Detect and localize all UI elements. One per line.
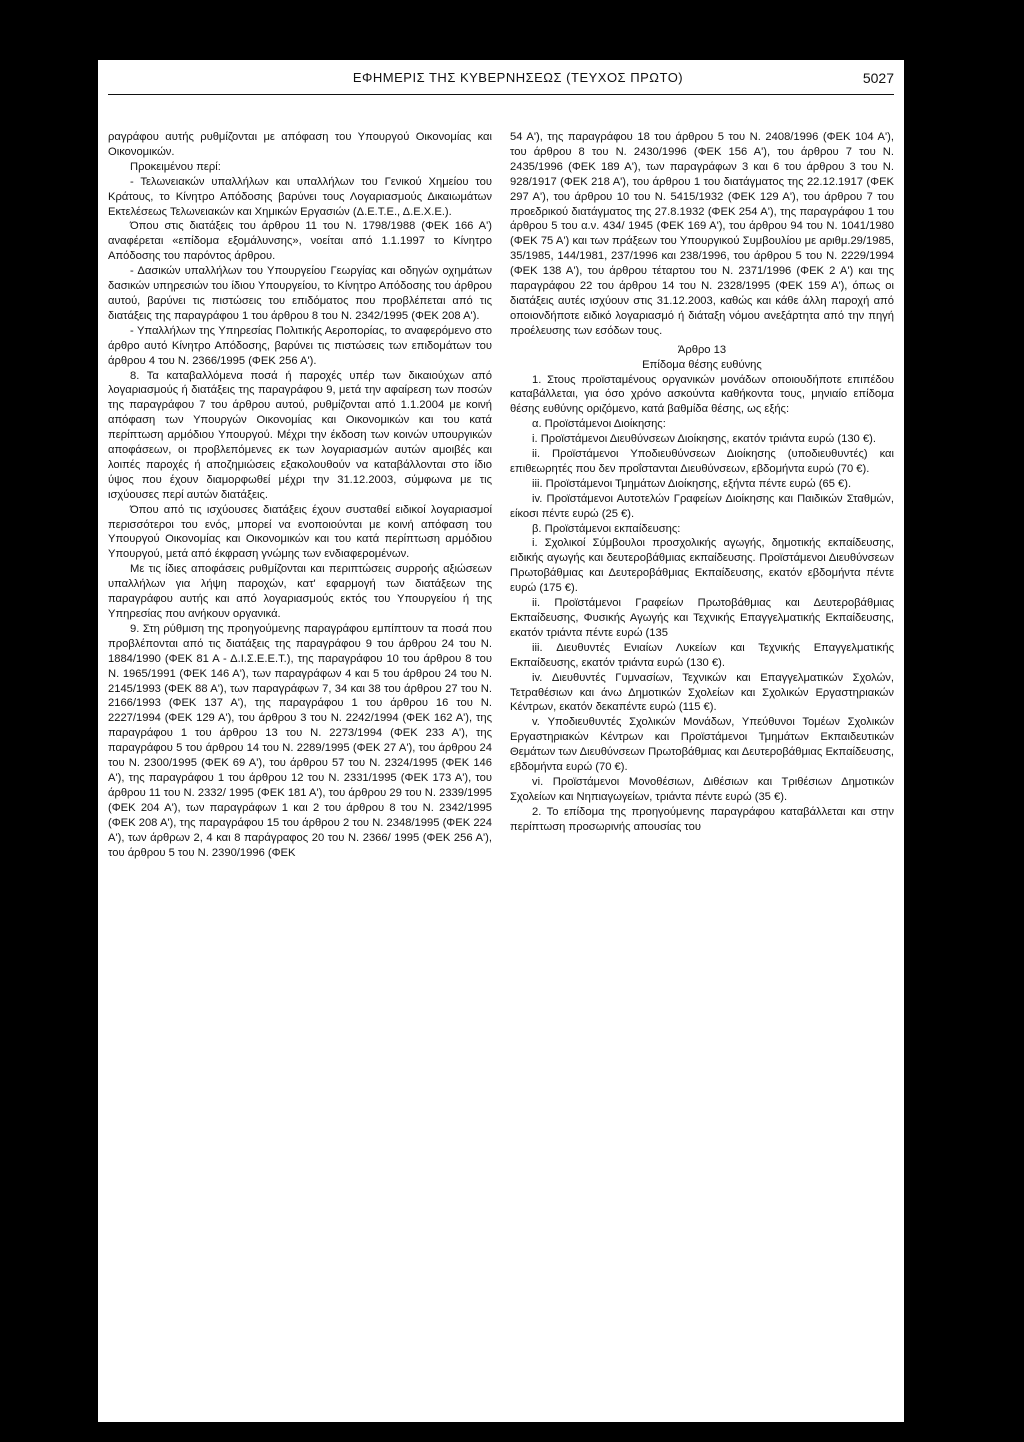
- article-item: α. Προϊστάμενοι Διοίκησης:: [532, 418, 666, 431]
- paragraph: Όπου στις διατάξεις του άρθρου 11 του Ν. 1798/1988 (ΦΕΚ 166 Α') αναφέρεται «επίδομα εξομάλυνσης», νοείται από 1.1.1997 το Κίνητρο Απόδοσης του παρόντος άρθρου.: [108, 220, 492, 263]
- left-column: [108, 130, 492, 860]
- article-subtitle: Επίδομα θέσης ευθύνης: [642, 358, 762, 371]
- gazette-title: ΕΦΗΜΕΡΙΣ ΤΗΣ ΚΥΒΕΡΝΗΣΕΩΣ (ΤΕΥΧΟΣ ΠΡΩΤΟ): [352, 70, 684, 85]
- article-item: iv. Διευθυντές Γυμνασίων, Τεχνικών και Επαγγελματικών Σχολών, Τετραθέσιων και άνω Δημοτικών Σχολείων και Σχολικών Εργαστηριακών Κέντρων, εκατόν δεκαπέντε ευρώ (115 €).: [510, 671, 894, 714]
- article-item: iii. Διευθυντές Ενιαίων Λυκείων και Τεχνικής Επαγγελματικής Εκπαίδευσης, εκατόν τριάντα ευρώ (130 €).: [510, 641, 894, 669]
- paragraph: - Τελωνειακών υπαλλήλων και υπαλλήλων του Γενικού Χημείου του Κράτους, το Κίνητρο Απόδοσης βαρύνει τους Λογαριασμούς Δικαιωμάτων Εκτελέσεως Τελωνειακών και Χημικών Εργασιών (Δ.Ε.Τ.Ε., Δ.Ε.Χ.Ε.).: [108, 175, 492, 218]
- article-item: v. Υποδιευθυντές Σχολικών Μονάδων, Υπεύθυνοι Τομέων Σχολικών Εργαστηριακών Κέντρων και Προϊστάμενοι Τμημάτων Εκπαιδευτικών Θεμάτων των Διευθύνσεων Πρωτοβάθμιας και Δευτεροβάθμιας Εκπαίδευσης, εβδομήντα ευρώ (70 €).: [510, 716, 894, 774]
- article-item: ii. Προϊστάμενοι Υποδιευθύνσεων Διοίκησης (υποδιευθυντές) και επιθεωρητές που δεν προΐστανται Διευθύνσεων, εβδομήντα ευρώ (70 €).: [510, 448, 894, 475]
- article-item: iii. Προϊστάμενοι Τμημάτων Διοίκησης, εξήντα πέντε ευρώ (65 €).: [532, 477, 852, 490]
- article-item: iv. Προϊστάμενοι Αυτοτελών Γραφείων Διοίκησης και Παιδικών Σταθμών, είκοσι πέντε ευρώ (25 €).: [510, 492, 894, 520]
- gazette-page: [98, 60, 904, 1422]
- article-item: ii. Προϊστάμενοι Γραφείων Πρωτοβάθμιας και Δευτεροβάθμιας Εκπαίδευσης, Φυσικής Αγωγής και Τεχνικής Επαγγελματικής Εκπαίδευσης, εκατόν τριάντα πέντε ευρώ (135: [510, 597, 894, 639]
- article-title: Άρθρο 13: [677, 343, 727, 356]
- page-header: [108, 70, 894, 95]
- article-item: i. Σχολικοί Σύμβουλοι προσχολικής αγωγής, δημοτικής εκπαίδευσης, ειδικής αγωγής και δευτεροβάθμιας εκπαίδευσης. Προϊστάμενοι Διευθύνσεων Πρωτοβάθμιας και Δευτεροβάθμιας Εκπαίδευσης, εκατόν εβδομήντα πέντε ευρώ (175 €).: [510, 537, 894, 595]
- right-column: [510, 130, 894, 835]
- paragraph: Με τις ίδιες αποφάσεις ρυθμίζονται και περιπτώσεις συρροής αξιώσεων υπαλλήλων για λήψη παροχών, κατ' εφαρμογή των διατάξεων της παραγράφου αυτής και από λογαριασμούς εκτός του Υπουργείου ή της Υπηρεσίας που ανήκουν οργανικά.: [108, 563, 492, 620]
- article-item: 2. Το επίδομα της προηγούμενης παραγράφου καταβάλλεται και στην περίπτωση προσωρινής απουσίας του: [510, 805, 894, 833]
- article-item: vi. Προϊστάμενοι Μονοθέσιων, Διθέσιων και Τριθέσιων Δημοτικών Σχολείων και Νηπιαγωγείων, τριάντα πέντε ευρώ (35 €).: [510, 775, 894, 803]
- article-item: i. Προϊστάμενοι Διευθύνσεων Διοίκησης, εκατόν τριάντα ευρώ (130 €).: [532, 433, 876, 446]
- paragraph: ραγράφου αυτής ρυθμίζονται με απόφαση του Υπουργού Οικονομίας και Οικονομικών.: [108, 131, 492, 158]
- paragraph: - Δασικών υπαλλήλων του Υπουργείου Γεωργίας και οδηγών οχημάτων δασικών υπηρεσιών του ίδιου Υπουργείου, το Κίνητρο Απόδοσης του άρθρου αυτού, βαρύνει τις πιστώσεις του επιδόματος που προβλέπεται από τις διατάξεις της παραγράφου 1 του άρθρου 8 του Ν. 2342/1995 (ΦΕΚ 208 Α').: [108, 265, 492, 322]
- paragraph: - Υπαλλήλων της Υπηρεσίας Πολιτικής Αεροπορίας, το αναφερόμενο στο άρθρο αυτό Κίνητρο Απόδοσης, βαρύνει τις πιστώσεις των επιδομάτων του άρθρου 4 του Ν. 2366/1995 (ΦΕΚ 256 Α').: [108, 324, 492, 367]
- page-number: 5027: [862, 70, 894, 86]
- paragraph: 8. Τα καταβαλλόμενα ποσά ή παροχές υπέρ των δικαιούχων από λογαριασμούς ή διατάξεις της παραγράφου 9, μετά την αφαίρεση των ποσών της παραγράφου 7 του άρθρου αυτού, ρυθμίζονται από 1.1.2004 με κοινή απόφαση των Υπουργών Οικονομίας και Οικονομικών και του κατά περίπτωση αρμόδιου Υπουργού. Μέχρι την έκδοση των κοινών υπουργικών αποφάσεων, οι προβλεπόμενες εκ των λογαριασμών αυτών αμοιβές και λοιπές παροχές ή αποζημιώσεις εξακολουθούν να καταβάλλονται στο ίδιο ύψος που έχουν διαμορφωθεί μέχρι την 31.12.2003, σύμφωνα με τις ισχύουσες περί αυτών διατάξεις.: [108, 369, 492, 501]
- paragraph: Προκειμένου περί:: [130, 160, 221, 173]
- article-items: [510, 373, 894, 835]
- paragraph: 54 Α'), της παραγράφου 18 του άρθρου 5 του Ν. 2408/1996 (ΦΕΚ 104 Α'), του άρθρου 8 του Ν. 2430/1996 (ΦΕΚ 156 Α'), του άρθρου 7 του Ν. 2435/1996 (ΦΕΚ 189 Α'), των παραγράφων 3 και 6 του άρθρου 3 του Ν. 928/1917 (ΦΕΚ 218 Α'), του άρθρου 1 του διατάγματος της 22.12.1917 (ΦΕΚ 297 Α'), του άρθρου 10 του Ν. 5415/1932 (ΦΕΚ 129 Α'), του άρθρου 7 του προεδρικού διατάγματος της 27.8.1932 (ΦΕΚ 254 Α'), της παραγράφου 1 του άρθρου 5 του α.ν. 434/ 1945 (ΦΕΚ 169 Α'), του άρθρου 94 του Ν. 1041/1980 (ΦΕΚ 75 Α') και των πράξεων του Υπουργικού Συμβουλίου με αριθμ.29/1985, 35/1985, 144/1981, 237/1996 και 238/1996, του άρθρου 5 του Ν. 2229/1994 (ΦΕΚ 138 Α'), του άρθρου τέταρτου του Ν. 2371/1996 (ΦΕΚ 2 Α') και της παραγράφου 22 του άρθρου 14 του Ν. 2328/1995 (ΦΕΚ 159 Α'), όπως οι διατάξεις αυτές ισχύουν στις 31.12.2003, καθώς και κάθε άλλη παροχή από οποιονδήποτε ειδικό λογαριασμό ή διάταξη νόμου ανεξάρτητα από την πηγή προέλευσης των εσόδων τους.: [510, 131, 894, 337]
- paragraph: 9. Στη ρύθμιση της προηγούμενης παραγράφου εμπίπτουν τα ποσά που προβλέπονται από τις διατάξεις της παραγράφου 9 του άρθρου 24 του Ν. 1884/1990 (ΦΕΚ 81 Α - Δ.Ι.Σ.Ε.Ε.Τ.), της παραγράφου 10 του άρθρου 8 του Ν. 1965/1991 (ΦΕΚ 146 Α'), των παραγράφων 4 και 5 του άρθρου 24 του Ν. 2145/1993 (ΦΕΚ 88 Α'), των παραγράφων 7, 34 και 38 του άρθρου 27 του Ν. 2166/1993 (ΦΕΚ 137 Α'), της παραγράφου 1 του άρθρου 16 του Ν. 2227/1994 (ΦΕΚ 129 Α'), του άρθρου 3 του Ν. 2242/1994 (ΦΕΚ 162 Α'), της παραγράφου 1 του άρθρου 13 του Ν. 2273/1994 (ΦΕΚ 233 Α'), της παραγράφου 5 του άρθρου 14 του Ν. 2289/1995 (ΦΕΚ 27 Α'), του άρθρου 24 του Ν. 2300/1995 (ΦΕΚ 69 Α'), του άρθρου 57 του Ν. 2324/1995 (ΦΕΚ 146 Α'), της παραγράφου 1 του άρθρου 12 του Ν. 2331/1995 (ΦΕΚ 173 Α'), του άρθρου 11 του Ν. 2332/ 1995 (ΦΕΚ 181 Α'), του άρθρου 29 του Ν. 2339/1995 (ΦΕΚ 204 Α'), των παραγράφων 1 και 2 του άρθρου 8 του Ν. 2342/1995 (ΦΕΚ 208 Α'), της παραγράφου 15 του άρθρου 2 του Ν. 2348/1995 (ΦΕΚ 224 Α'), των άρθρων 2, 4 και 8 παράγραφος 20 του Ν. 2366/ 1995 (ΦΕΚ 256 Α'), του άρθρου 5 του Ν. 2390/1996 (ΦΕΚ: [108, 622, 492, 859]
- paragraph: Όπου από τις ισχύουσες διατάξεις έχουν συσταθεί ειδικοί λογαριασμοί περισσότεροι του ενός, μπορεί να ενοποιούνται με κοινή απόφαση του Υπουργού Οικονομίας και Οικονομικών και του κατά περίπτωση αρμόδιου Υπουργού, μετά από έκφραση γνώμης των ενδιαφερομένων.: [108, 503, 492, 561]
- article-item: β. Προϊστάμενοι εκπαίδευσης:: [532, 522, 681, 535]
- article-item: 1. Στους προϊσταμένους οργανικών μονάδων οποιουδήποτε επιπέδου καταβάλλεται, για όσο χρόνο ασκούντα καθήκοντα τους, μηνιαίο επίδομα θέσης ευθύνης οριζόμενο, κατά βαθμίδα θέσης, ως εξής:: [510, 373, 894, 416]
